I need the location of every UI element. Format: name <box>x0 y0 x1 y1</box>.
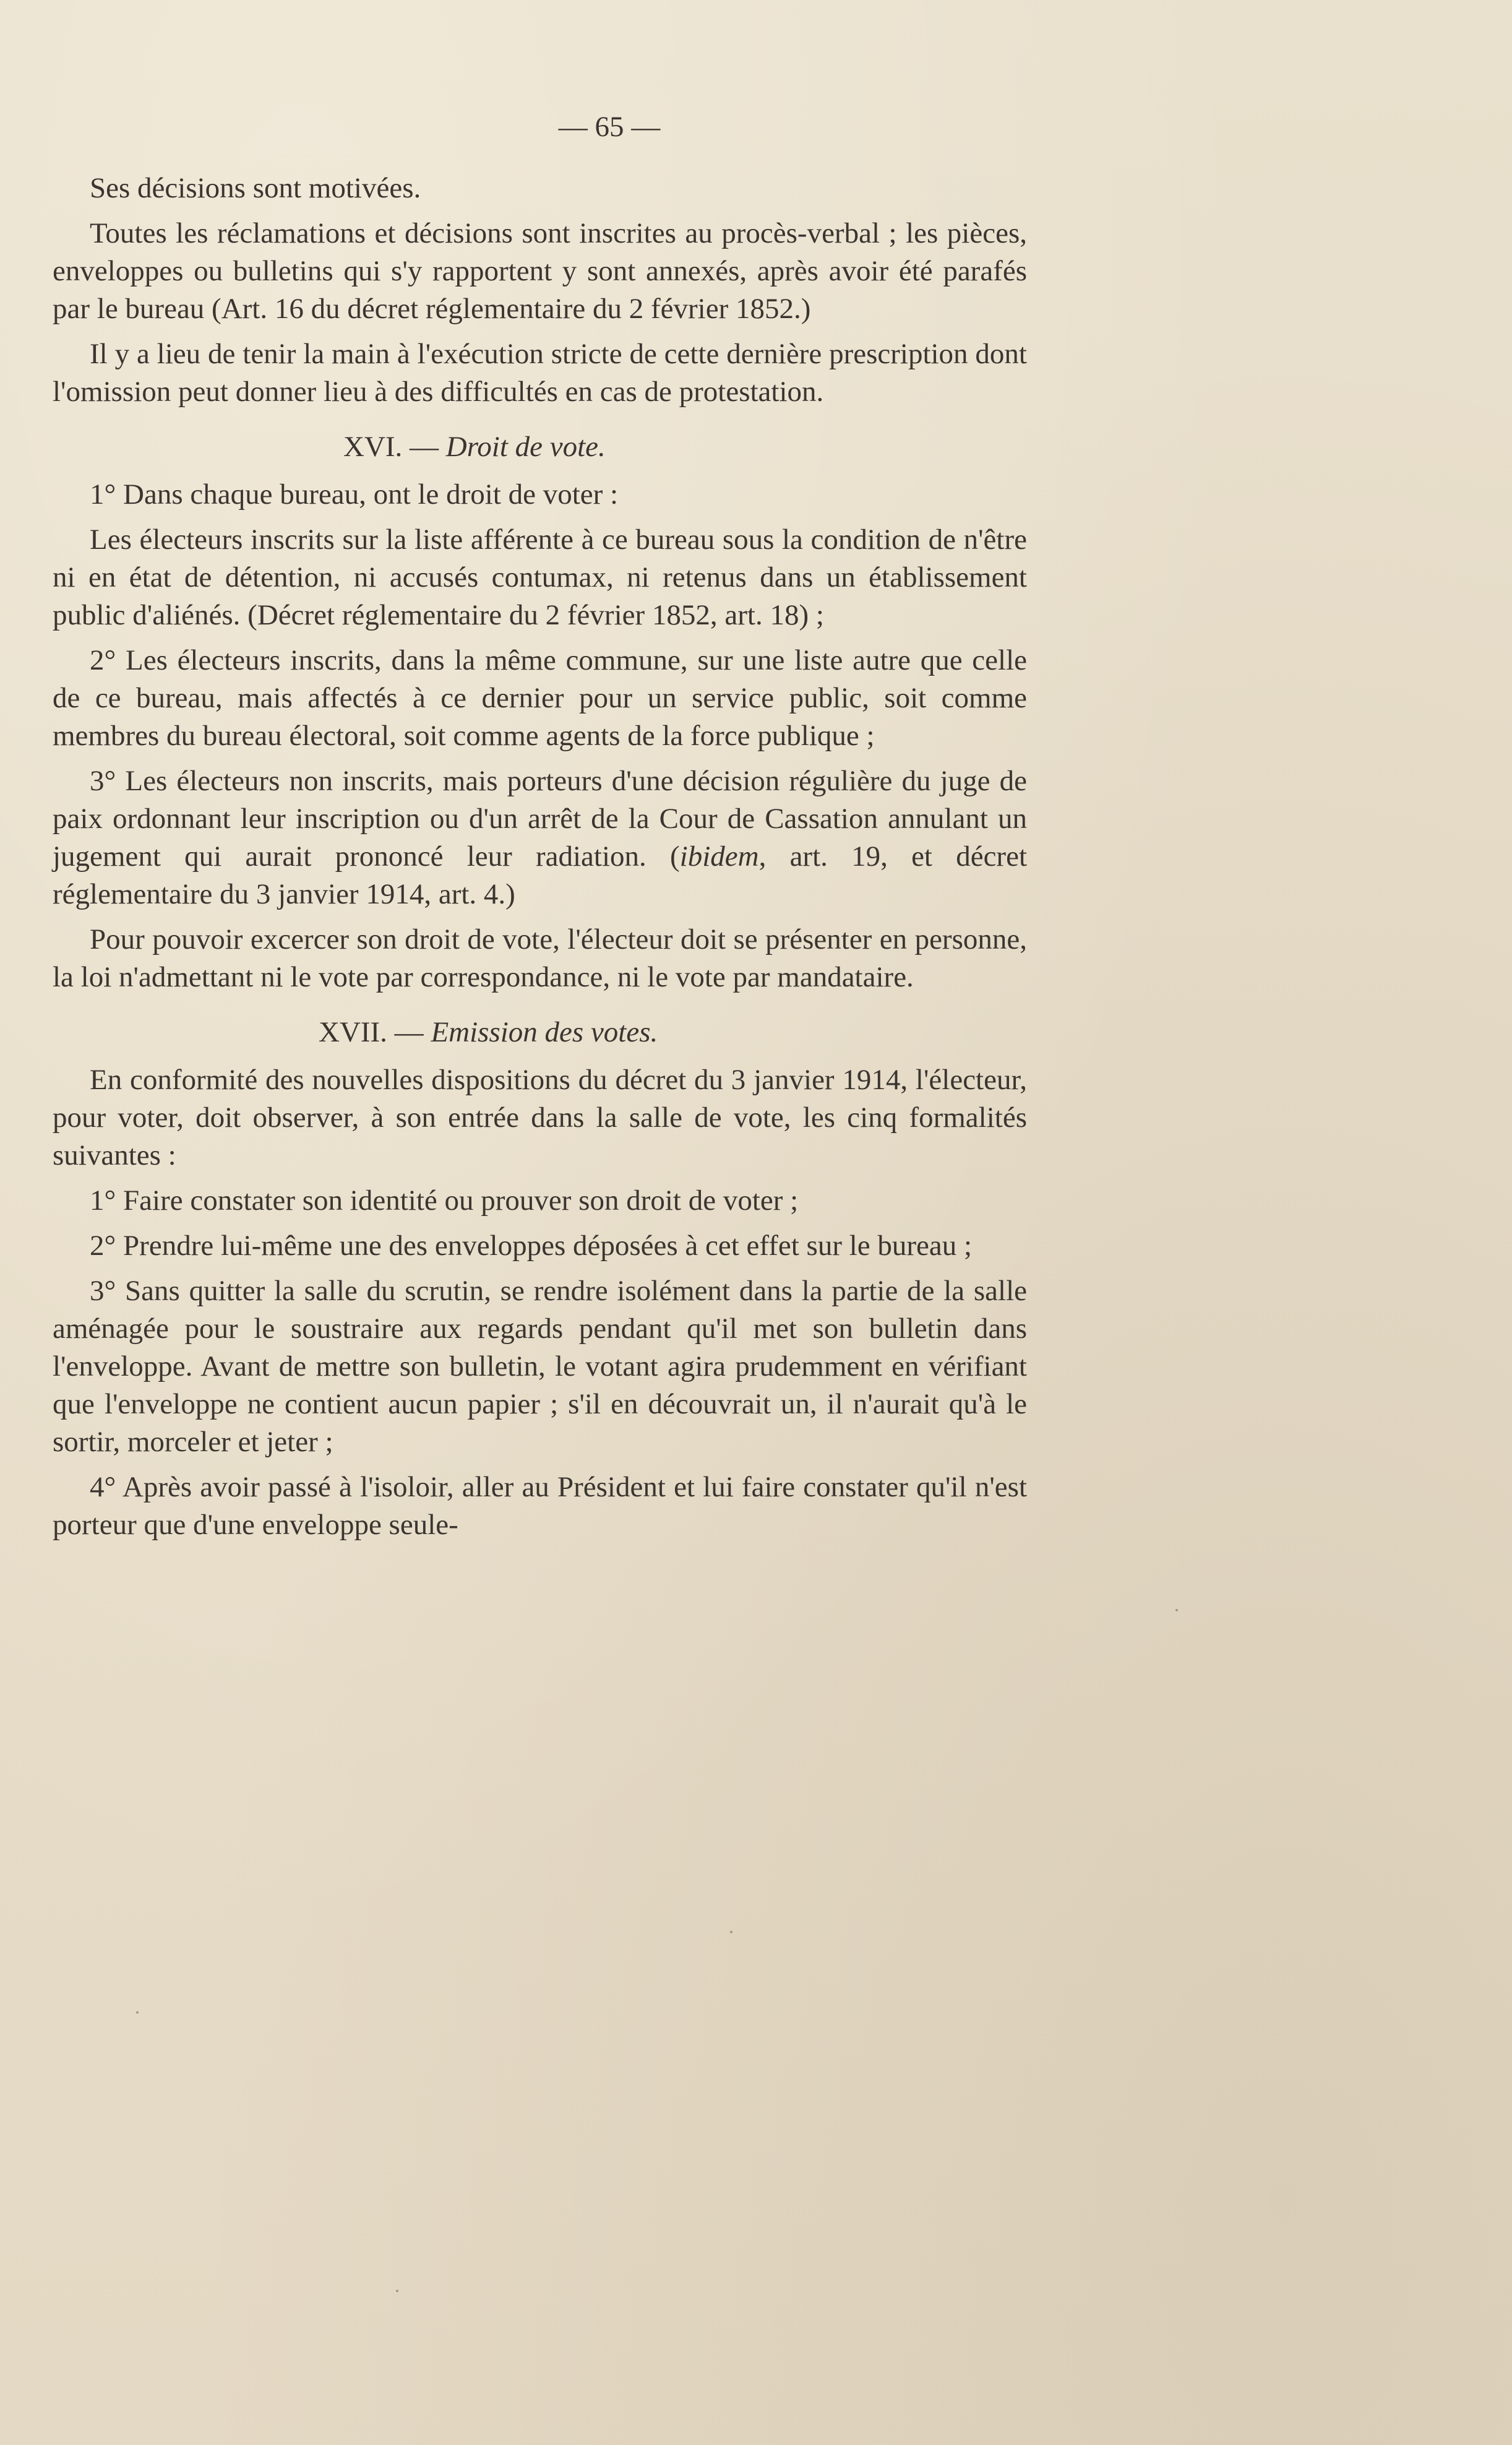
paragraph: 2° Prendre lui-même une des enveloppes déposées à cet effet sur le bureau ; <box>90 1230 973 1262</box>
section-number: XVII. — <box>319 1016 424 1048</box>
paragraph: Toutes les réclamations et décisions sont inscrites au procès-verbal ; les pièces, enveloppes ou bulletins qui s'y rapportent y sont annexés, après avoir été parafés par le bureau (Art. 16 du décret réglementaire du 2 février 1852.) <box>53 217 1027 325</box>
paragraph: 1° Faire constater son identité ou prouver son droit de voter ; <box>90 1184 799 1217</box>
paragraph: Il y a lieu de tenir la main à l'exécution stricte de cette dernière prescription dont l'omission peut donner lieu à des difficultés en cas de protestation. <box>53 338 1027 408</box>
paragraph: 4° Après avoir passé à l'isoloir, aller au Président et lui faire constater qu'il n'est porteur que d'une enveloppe seule- <box>53 1471 1027 1541</box>
paper-speck <box>136 2011 139 2014</box>
section-title: Emission des votes. <box>431 1016 658 1048</box>
page-text <box>53 108 1027 1551</box>
section-number: XVI. — <box>343 431 439 463</box>
paragraph: Pour pouvoir excercer son droit de vote, l'électeur doit se présenter en personne, la loi n'admettant ni le vote par correspondance, ni le vote par mandataire. <box>53 923 1027 993</box>
paper-speck <box>396 2290 398 2292</box>
reference-open: ( <box>646 840 680 873</box>
section-heading-xvii <box>53 1014 1027 1051</box>
paragraph <box>53 762 1027 913</box>
paper-speck <box>730 1931 732 1933</box>
section-title: Droit de vote. <box>445 431 606 463</box>
paragraph: Ses décisions sont motivées. <box>90 172 421 204</box>
paragraph: 2° Les électeurs inscrits, dans la même commune, sur une liste autre que celle de ce bureau, mais affectés à ce dernier pour un service public, soit comme membres du bureau électoral, soit comme agents de la force publique ; <box>53 644 1027 752</box>
paragraph: 1° Dans chaque bureau, ont le droit de voter : <box>90 478 619 511</box>
section-heading-xvi <box>53 428 1027 466</box>
page-number: — 65 — <box>558 111 661 143</box>
paragraph: Les électeurs inscrits sur la liste afférente à ce bureau sous la condition de n'être ni en état de détention, ni accusés contumax, ni retenus dans un établissement public d'aliénés. (Décret réglementaire du 2 février 1852, art. 18) ; <box>53 524 1027 631</box>
reference-rest: , art. 19, et décret réglementaire du 3 janvier 1914, art. 4.) <box>53 840 1028 910</box>
paper-speck <box>1175 1609 1178 1611</box>
paragraph: 3° Sans quitter la salle du scrutin, se rendre isolément dans la partie de la salle aménagée pour le soustraire aux regards pendant qu'il met son bulletin dans l'enveloppe. Avant de mettre son bulletin, le votant agira prudemment en vérifiant que l'enveloppe ne contient aucun papier ; s'il en découvrait un, il n'aurait qu'à le sortir, morceler et jeter ; <box>53 1275 1027 1458</box>
paragraph: En conformité des nouvelles dispositions du décret du 3 janvier 1914, l'électeur, pour voter, doit observer, à son entrée dans la salle de vote, les cinq formalités suivantes : <box>53 1064 1027 1171</box>
paragraph-text: 3° Les électeurs non inscrits, mais porteurs d'une décision régulière du juge de paix ordonnant leur inscription ou d'un arrêt de la Cour de Cassation annulant un jugement qui aurait prononcé leur radiation. <box>53 765 1027 873</box>
reference-italic: ibidem <box>679 840 759 873</box>
